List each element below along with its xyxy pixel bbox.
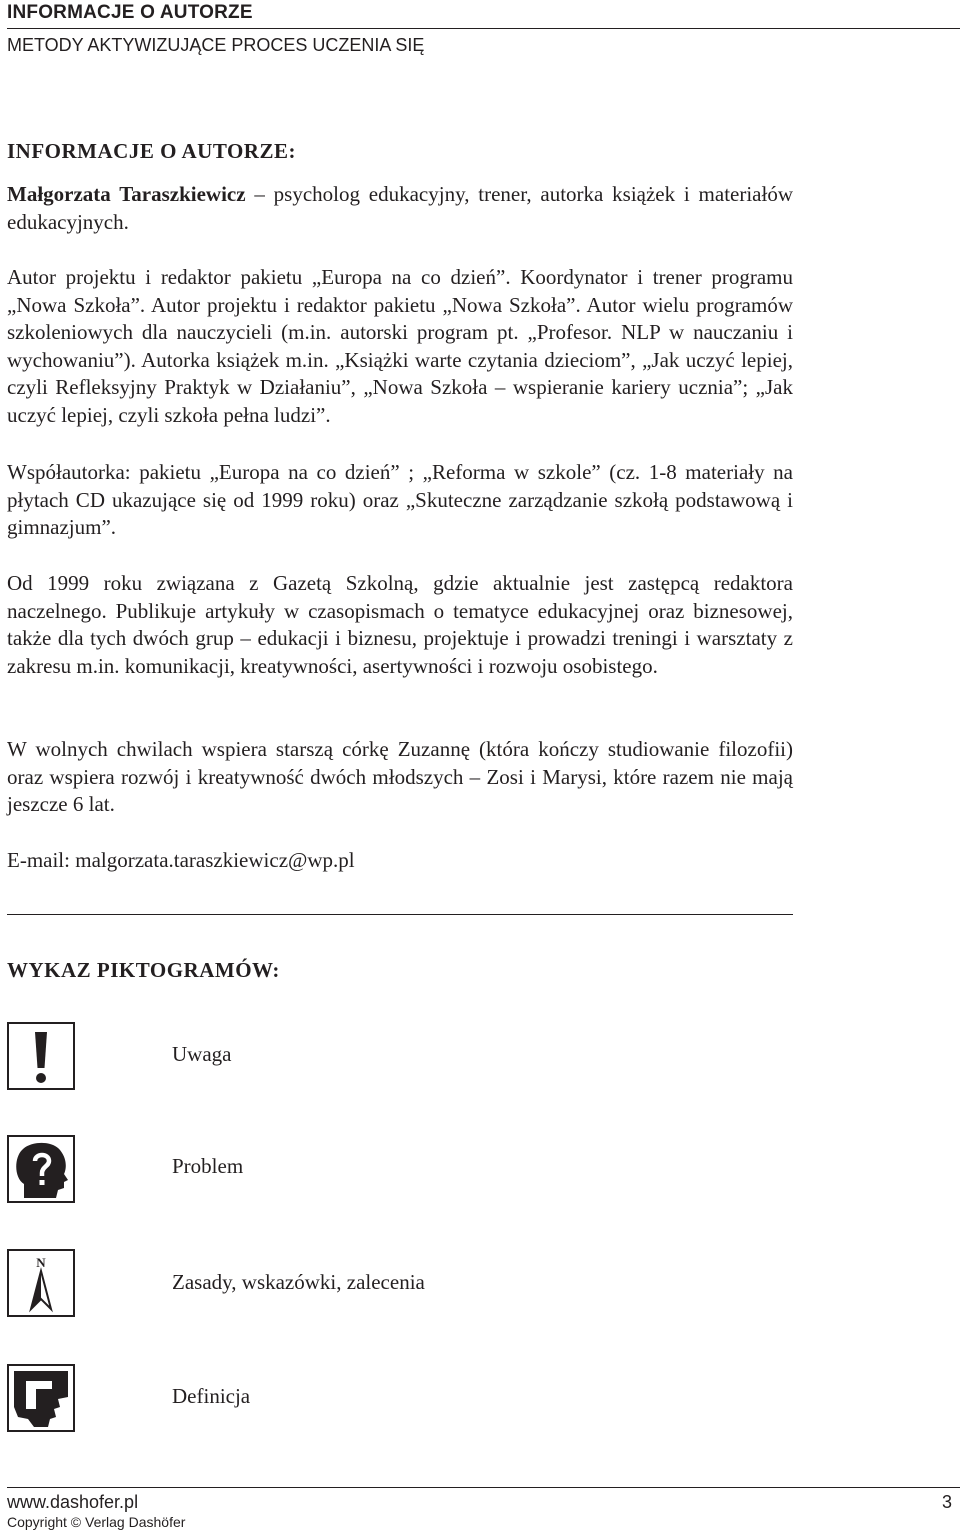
exclamation-icon <box>7 1022 75 1090</box>
page-number: 3 <box>941 1492 952 1512</box>
pictogram-label-problem: Problem <box>172 1154 244 1178</box>
author-name: Małgorzata Taraszkiewicz <box>7 182 246 206</box>
pictogram-label-uwaga: Uwaga <box>172 1042 232 1066</box>
section-divider <box>7 914 793 915</box>
author-intro <box>7 181 793 236</box>
footer-divider <box>7 1487 960 1488</box>
pictogram-label-definicja: Definicja <box>172 1384 251 1408</box>
paragraph-projects: Autor projektu i redaktor pakietu „Europa na co dzień”. Koordynator i trener programu „Nowa Szkoła”. Autor projektu i redaktor pakietu „Nowa Szkoła”. Autor wielu programów szkoleniowych dla nauczycieli (m.in. autorski program pt. „Profesor. NLP w nauczaniu i wychowaniu”). Autorka książek m.in. „Książki warte czytania dzieciom”, „Jak uczyć lepiej, czyli Refleksyjny Praktyk w Działaniu”, „Nowa Szkoła – wspieranie kariery ucznia”; „Jak uczyć lepiej, czyli szkoła pełna ludzi”. <box>7 265 793 427</box>
pictograms-heading: WYKAZ PIKTOGRAMÓW: <box>7 958 280 982</box>
author-family-paragraph <box>7 736 793 819</box>
author-email <box>7 847 793 875</box>
paragraph-work: Od 1999 roku związana z Gazetą Szkolną, gdzie aktualnie jest zastępcą redaktora naczelnego. Publikuje artykuły w czasopismach o tematyce edukacyjnej oraz biznesowej, także dla tych dwóch grup – edukacji i biznesu, projektuje i prowadzi treningi i warsztaty z zakresu m.in. komunikacji, kreatywności, asertywności i rozwoju osobistego. <box>7 571 793 678</box>
author-coauthor-paragraph <box>7 459 793 542</box>
compass-north-letter: N <box>36 1255 46 1270</box>
author-work-paragraph <box>7 570 793 680</box>
header-divider <box>7 28 960 29</box>
compass-north-icon <box>7 1249 75 1317</box>
running-header-title: INFORMACJE O AUTORZE <box>7 2 253 23</box>
author-intro-text: – psycholog edukacyjny, trener, autorka książek i materiałów edukacyjnych. <box>7 182 793 234</box>
footer-url: www.dashofer.pl <box>7 1492 139 1512</box>
email-line: E-mail: malgorzata.taraszkiewicz@wp.pl <box>7 848 355 872</box>
author-section-heading: INFORMACJE O AUTORZE: <box>7 139 296 163</box>
question-head-icon <box>7 1135 75 1203</box>
footer-copyright: Copyright © Verlag Dashöfer <box>7 1514 186 1530</box>
paragraph-coauthor: Współautorka: pakietu „Europa na co dzień” ; „Reforma w szkole” (cz. 1-8 materiały na płytach CD ukazujące się od 1999 roku) oraz „Skuteczne zarządzanie szkołą podstawową i gimnazjum”. <box>7 460 793 539</box>
author-projects-paragraph <box>7 264 793 429</box>
definition-head-icon <box>7 1364 75 1432</box>
running-header-subtitle: METODY AKTYWIZUJĄCE PROCES UCZENIA SIĘ <box>7 35 425 55</box>
paragraph-family: W wolnych chwilach wspiera starszą córkę Zuzannę (która kończy studiowanie filozofii) oraz wspiera rozwój i kreatywność dwóch młodszych – Zosi i Marysi, które razem nie mają jeszcze 6 lat. <box>7 737 793 816</box>
pictogram-label-zasady: Zasady, wskazówki, zalecenia <box>172 1270 425 1294</box>
